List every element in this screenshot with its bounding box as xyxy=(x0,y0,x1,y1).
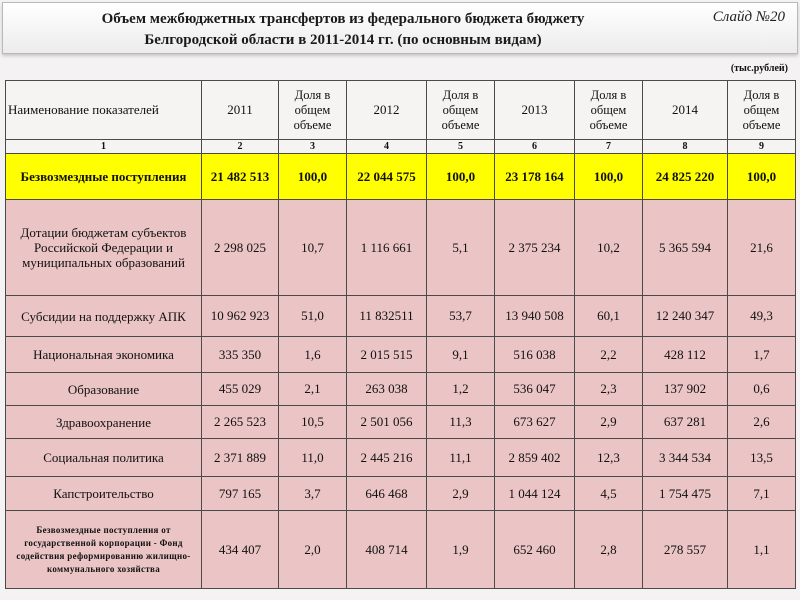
value-2014: 428 112 xyxy=(643,337,728,373)
share-2011: 3,7 xyxy=(279,477,347,511)
value-2014: 3 344 534 xyxy=(643,439,728,477)
col-header-name: Наименование показателей xyxy=(6,81,202,140)
table-row-total xyxy=(6,154,796,200)
value-2012: 2 501 056 xyxy=(347,406,427,439)
row-label: Здравоохранение xyxy=(6,406,202,439)
share-2013: 2,9 xyxy=(575,406,643,439)
table-row xyxy=(6,477,796,511)
share-2012: 100,0 xyxy=(427,154,495,200)
row-label: Безвозмездные поступления от государственной корпорации - Фонд содействия реформированию жилищно-коммунального хозяйства xyxy=(6,511,202,589)
share-2011: 1,6 xyxy=(279,337,347,373)
table-row xyxy=(6,337,796,373)
value-2014: 637 281 xyxy=(643,406,728,439)
table-row xyxy=(6,439,796,477)
value-2014: 5 365 594 xyxy=(643,200,728,296)
column-number: 6 xyxy=(495,140,575,154)
share-2014: 49,3 xyxy=(728,296,796,337)
table-row xyxy=(6,200,796,296)
share-2011: 10,5 xyxy=(279,406,347,439)
share-2014: 1,7 xyxy=(728,337,796,373)
value-2012: 1 116 661 xyxy=(347,200,427,296)
table-row xyxy=(6,511,796,589)
value-2012: 2 445 216 xyxy=(347,439,427,477)
value-2013: 652 460 xyxy=(495,511,575,589)
share-2012: 2,9 xyxy=(427,477,495,511)
share-2013: 12,3 xyxy=(575,439,643,477)
col-header-share-2012: Доля в общем объеме xyxy=(427,81,495,140)
col-header-share-2013: Доля в общем объеме xyxy=(575,81,643,140)
value-2014: 137 902 xyxy=(643,373,728,406)
share-2014: 2,6 xyxy=(728,406,796,439)
value-2013: 2 859 402 xyxy=(495,439,575,477)
value-2011: 335 350 xyxy=(202,337,279,373)
value-2011: 2 298 025 xyxy=(202,200,279,296)
page-title xyxy=(63,9,623,51)
value-2014: 12 240 347 xyxy=(643,296,728,337)
value-2011: 10 962 923 xyxy=(202,296,279,337)
share-2014: 7,1 xyxy=(728,477,796,511)
value-2011: 455 029 xyxy=(202,373,279,406)
value-2013: 2 375 234 xyxy=(495,200,575,296)
value-2012: 11 832511 xyxy=(347,296,427,337)
title-line-2: Белгородской области в 2011-2014 гг. (по основным видам) xyxy=(144,32,542,48)
column-number: 7 xyxy=(575,140,643,154)
col-header-2014: 2014 xyxy=(643,81,728,140)
share-2013: 100,0 xyxy=(575,154,643,200)
row-label: Дотации бюджетам субъектов Российской Федерации и муниципальных образований xyxy=(6,200,202,296)
col-header-share-2014: Доля в общем объеме xyxy=(728,81,796,140)
col-header-2012: 2012 xyxy=(347,81,427,140)
value-2011: 797 165 xyxy=(202,477,279,511)
value-2014: 24 825 220 xyxy=(643,154,728,200)
row-label: Капстроительство xyxy=(6,477,202,511)
share-2012: 11,1 xyxy=(427,439,495,477)
value-2011: 2 371 889 xyxy=(202,439,279,477)
table-row xyxy=(6,373,796,406)
row-label: Субсидии на поддержку АПК xyxy=(6,296,202,337)
value-2011: 2 265 523 xyxy=(202,406,279,439)
table-row xyxy=(6,296,796,337)
slide-number: Слайд №20 xyxy=(712,9,785,25)
col-header-2013: 2013 xyxy=(495,81,575,140)
column-number: 8 xyxy=(643,140,728,154)
value-2013: 23 178 164 xyxy=(495,154,575,200)
share-2013: 2,3 xyxy=(575,373,643,406)
share-2014: 13,5 xyxy=(728,439,796,477)
units-label: (тыс.рублей) xyxy=(730,63,788,74)
share-2014: 1,1 xyxy=(728,511,796,589)
share-2014: 21,6 xyxy=(728,200,796,296)
value-2012: 263 038 xyxy=(347,373,427,406)
share-2013: 60,1 xyxy=(575,296,643,337)
value-2011: 434 407 xyxy=(202,511,279,589)
value-2013: 673 627 xyxy=(495,406,575,439)
share-2013: 2,8 xyxy=(575,511,643,589)
share-2014: 0,6 xyxy=(728,373,796,406)
title-banner xyxy=(2,2,798,54)
share-2012: 1,2 xyxy=(427,373,495,406)
value-2012: 408 714 xyxy=(347,511,427,589)
share-2011: 2,1 xyxy=(279,373,347,406)
value-2013: 536 047 xyxy=(495,373,575,406)
row-label: Образование xyxy=(6,373,202,406)
value-2012: 22 044 575 xyxy=(347,154,427,200)
row-label: Безвозмездные поступления xyxy=(6,154,202,200)
share-2012: 53,7 xyxy=(427,296,495,337)
value-2011: 21 482 513 xyxy=(202,154,279,200)
value-2012: 646 468 xyxy=(347,477,427,511)
share-2013: 4,5 xyxy=(575,477,643,511)
value-2013: 1 044 124 xyxy=(495,477,575,511)
row-label: Социальная политика xyxy=(6,439,202,477)
share-2011: 2,0 xyxy=(279,511,347,589)
column-number: 3 xyxy=(279,140,347,154)
col-header-2011: 2011 xyxy=(202,81,279,140)
share-2011: 11,0 xyxy=(279,439,347,477)
table-row xyxy=(6,406,796,439)
column-number: 2 xyxy=(202,140,279,154)
share-2013: 2,2 xyxy=(575,337,643,373)
share-2014: 100,0 xyxy=(728,154,796,200)
col-header-share-2011: Доля в общем объеме xyxy=(279,81,347,140)
share-2012: 9,1 xyxy=(427,337,495,373)
value-2014: 1 754 475 xyxy=(643,477,728,511)
share-2011: 51,0 xyxy=(279,296,347,337)
value-2014: 278 557 xyxy=(643,511,728,589)
title-line-1: Объем межбюджетных трансфертов из федерального бюджета бюджету xyxy=(101,11,585,27)
value-2013: 516 038 xyxy=(495,337,575,373)
column-number: 1 xyxy=(6,140,202,154)
header-row xyxy=(6,81,796,140)
share-2013: 10,2 xyxy=(575,200,643,296)
share-2012: 1,9 xyxy=(427,511,495,589)
value-2013: 13 940 508 xyxy=(495,296,575,337)
row-label: Национальная экономика xyxy=(6,337,202,373)
column-number: 5 xyxy=(427,140,495,154)
share-2012: 5,1 xyxy=(427,200,495,296)
share-2011: 100,0 xyxy=(279,154,347,200)
transfers-table xyxy=(5,80,796,589)
value-2012: 2 015 515 xyxy=(347,337,427,373)
column-number-row xyxy=(6,140,796,154)
share-2012: 11,3 xyxy=(427,406,495,439)
column-number: 4 xyxy=(347,140,427,154)
share-2011: 10,7 xyxy=(279,200,347,296)
column-number: 9 xyxy=(728,140,796,154)
